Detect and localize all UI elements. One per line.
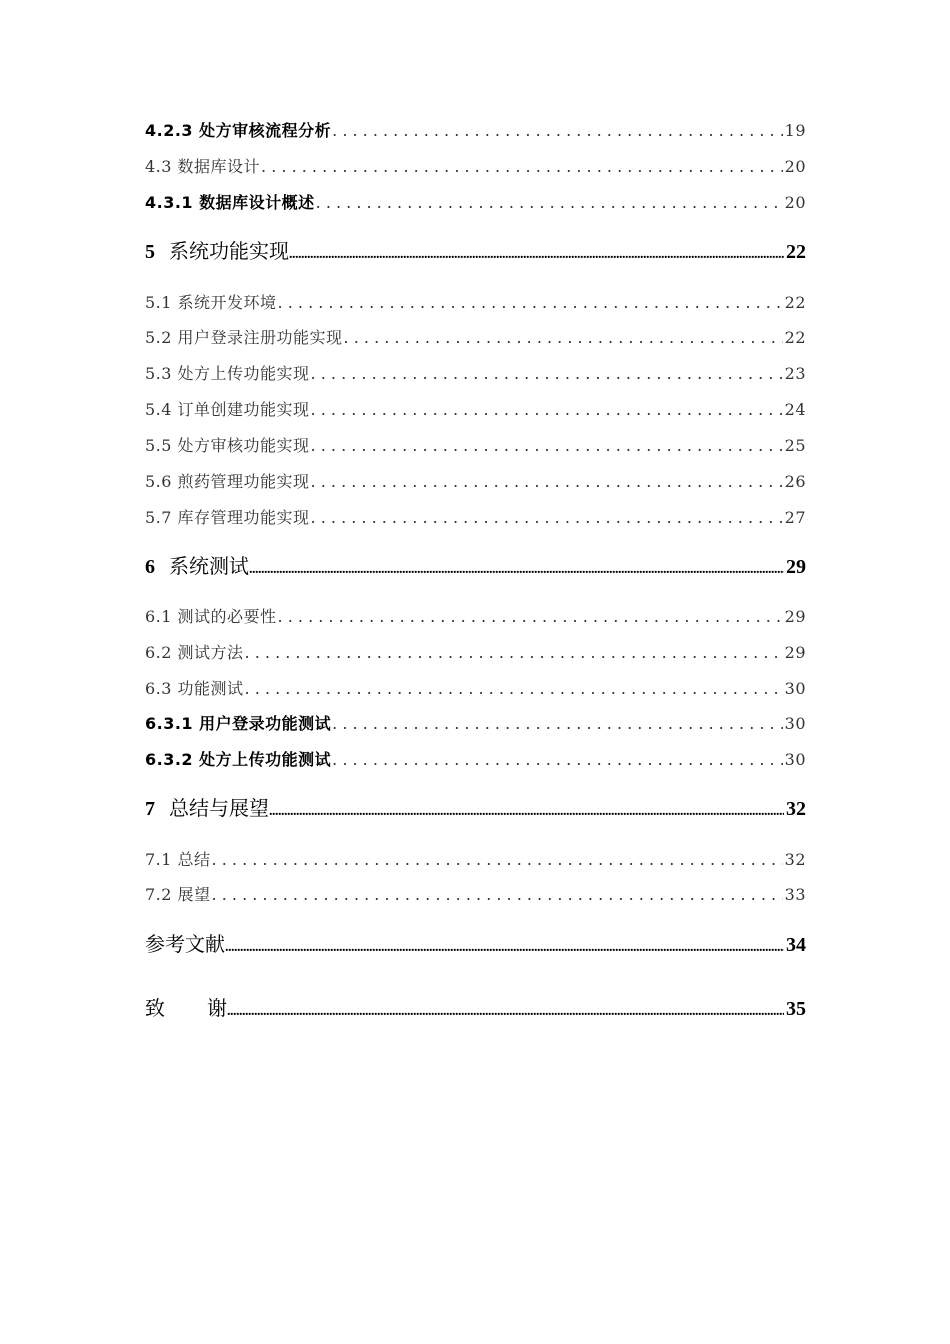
toc-entry-5-1[interactable] [145,290,806,313]
toc-entry-5-6[interactable] [145,469,806,492]
toc-chapter-acknowledgements[interactable] [145,992,806,1021]
toc-entry-page: 30 [784,714,806,733]
dot-leader [332,714,783,733]
toc-entry-title: 6.3.2 处方上传功能测试 [145,750,332,769]
toc-entry-page: 29 [784,643,806,662]
toc-entry-4-3-1[interactable] [145,190,806,213]
toc-entry-4-3[interactable] [145,154,806,177]
toc-entry-5-4[interactable] [145,397,806,420]
dot-leader [212,885,783,904]
dot-leader [245,643,783,662]
toc-entry-page: 29 [784,607,806,626]
toc-entry-title: 6.3 功能测试 [145,679,244,698]
dot-leader [245,679,783,698]
toc-entry-6-2[interactable] [145,640,806,663]
dot-leader [332,750,783,769]
dot-leader [227,1004,784,1020]
toc-entry-title: 致谢 [145,996,269,1020]
toc-entry-title: 7.2 展望 [145,885,211,904]
dot-leader [332,121,783,140]
toc-entry-page: 33 [784,885,806,904]
toc-chapter-5[interactable] [145,235,806,264]
toc-entry-page: 19 [784,121,806,140]
toc-entry-page: 27 [784,508,806,527]
toc-entry-6-3-2[interactable] [145,747,806,770]
toc-entry-6-1[interactable] [145,604,806,627]
dot-leader [269,804,784,820]
toc-entry-page: 23 [784,364,806,383]
toc-entry-5-2[interactable] [145,325,806,348]
toc-chapter-7[interactable] [145,792,806,821]
toc-entry-title: 总结与展望 [169,796,269,820]
toc-entry-title: 6.3.1 用户登录功能测试 [145,714,332,733]
dot-leader [261,157,783,176]
toc-entry-title: 6.2 测试方法 [145,643,244,662]
toc-entry-page: 20 [784,193,806,212]
toc-entry-page: 29 [786,556,806,578]
toc-entry-title: 5.5 处方审核功能实现 [145,436,310,455]
toc-entry-4-2-3[interactable] [145,118,806,141]
toc-entry-page: 32 [786,798,806,820]
toc-entry-title: 6.1 测试的必要性 [145,607,277,626]
toc-entry-5-5[interactable] [145,433,806,456]
dot-leader [311,508,783,527]
chapter-number: 7 [145,798,155,820]
toc-entry-6-3-1[interactable] [145,711,806,734]
dot-leader [212,850,783,869]
toc-entry-page: 30 [784,679,806,698]
toc-entry-title: 系统功能实现 [169,239,289,263]
toc-entry-title: 5.2 用户登录注册功能实现 [145,328,343,347]
dot-leader [311,364,783,383]
toc-entry-title: 5.1 系统开发环境 [145,293,277,312]
dot-leader [278,293,783,312]
toc-entry-title: 4.2.3 处方审核流程分析 [145,121,332,140]
toc-entry-page: 34 [786,934,806,956]
toc-entry-page: 32 [784,850,806,869]
dot-leader [225,940,784,956]
toc-entry-page: 30 [784,750,806,769]
dot-leader [311,472,783,491]
toc-entry-7-2[interactable] [145,882,806,905]
toc-entry-title: 5.6 煎药管理功能实现 [145,472,310,491]
dot-leader [249,562,784,578]
toc-entry-title: 4.3.1 数据库设计概述 [145,193,315,212]
toc-entry-page: 24 [784,400,806,419]
toc-entry-title: 系统测试 [169,554,249,578]
toc-entry-6-3[interactable] [145,676,806,699]
dot-leader [278,607,783,626]
toc-entry-7-1[interactable] [145,847,806,870]
dot-leader [311,436,783,455]
chapter-number: 5 [145,241,155,263]
toc-entry-page: 20 [784,157,806,176]
toc-entry-title: 5.4 订单创建功能实现 [145,400,310,419]
toc-entry-title: 7.1 总结 [145,850,211,869]
toc-entry-page: 26 [784,472,806,491]
toc-entry-page: 35 [786,998,806,1020]
toc-entry-title: 4.3 数据库设计 [145,157,261,176]
toc-entry-5-7[interactable] [145,505,806,528]
dot-leader [316,193,783,212]
toc-entry-5-3[interactable] [145,361,806,384]
dot-leader [289,247,784,263]
chapter-number: 6 [145,556,155,578]
toc-entry-page: 25 [784,436,806,455]
toc-entry-title: 参考文献 [145,932,225,956]
dot-leader [344,328,783,347]
toc-entry-title: 5.3 处方上传功能实现 [145,364,310,383]
toc-chapter-6[interactable] [145,550,806,579]
toc-entry-title: 5.7 库存管理功能实现 [145,508,310,527]
dot-leader [311,400,783,419]
toc-entry-page: 22 [786,241,806,263]
toc-chapter-references[interactable] [145,928,806,957]
toc-entry-page: 22 [784,293,806,312]
toc-entry-page: 22 [784,328,806,347]
